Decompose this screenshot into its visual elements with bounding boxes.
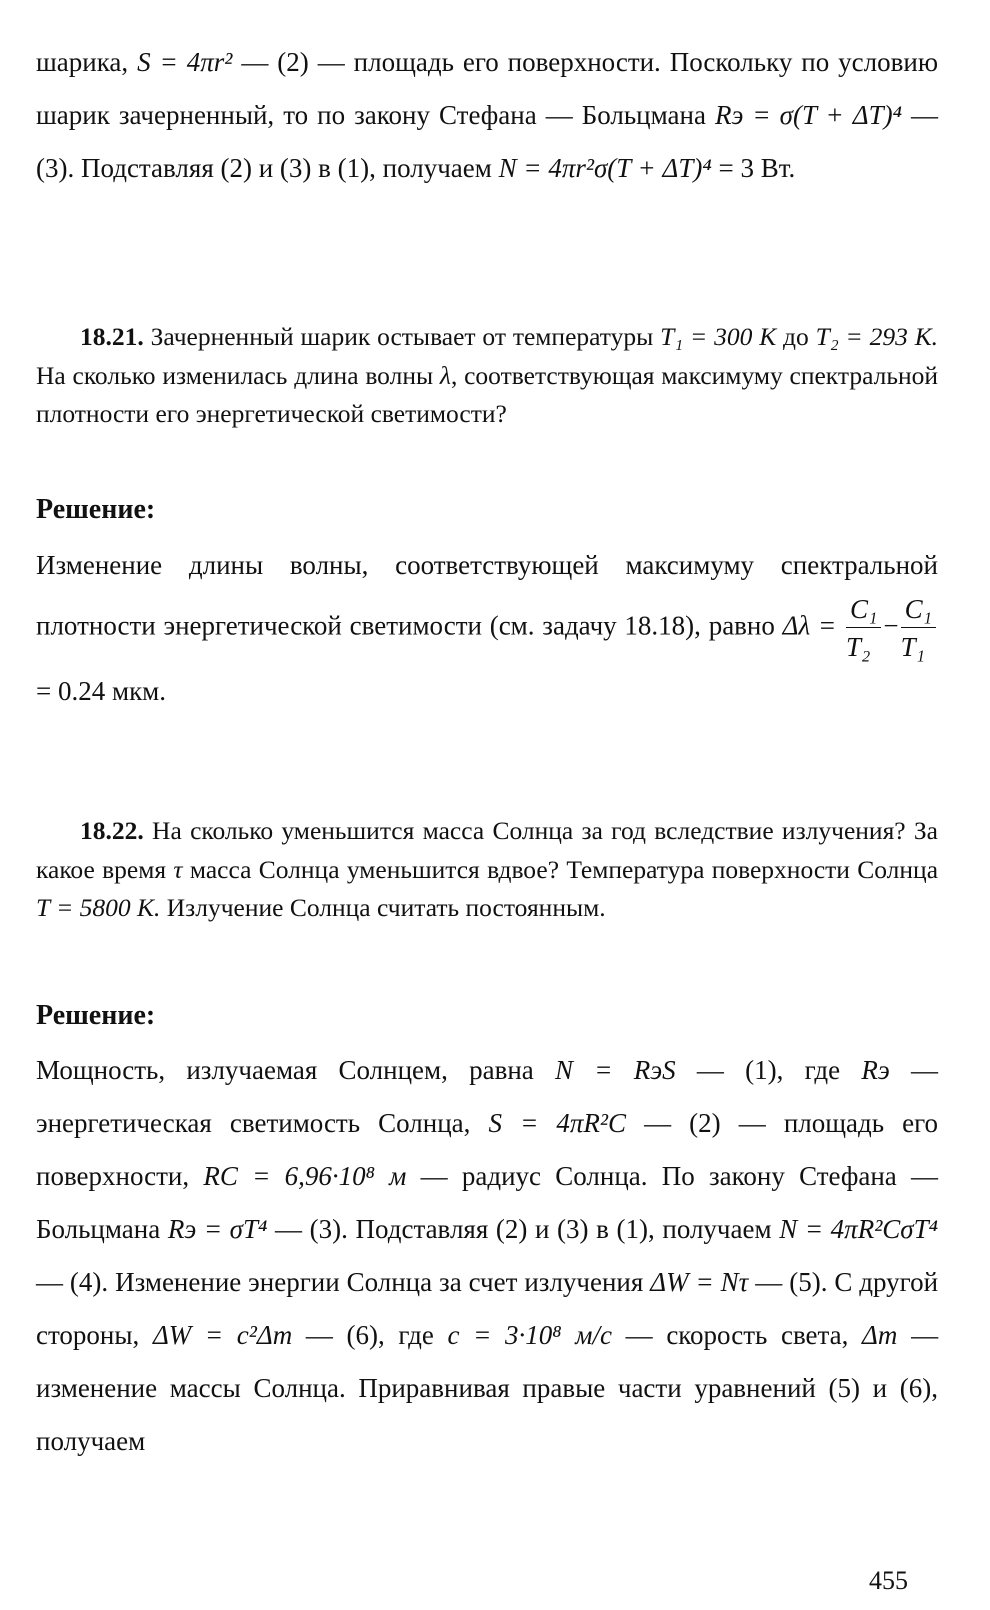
text: = 3 Вт.: [718, 153, 796, 183]
formula-tau: τ: [173, 854, 183, 884]
text: На сколько изменилась длина волны: [36, 360, 434, 390]
text: , соответствующая максимуму спектральной плотности его энергетической светимости?: [36, 360, 939, 428]
text: — радиус Солнца. По закону Стефана — Больцмана: [36, 1161, 938, 1244]
problem-number: 18.22.: [80, 816, 144, 845]
formula-power: N = RэS: [555, 1055, 676, 1085]
paragraph-continuation: [36, 36, 938, 195]
formula-stefan-boltzmann: Rэ = σ(T + ΔT)⁴: [714, 100, 902, 130]
text: — (2) — площадь его поверхности. Поскольку по условию шарик зачерненный, то по закону Стефана — Больцмана: [36, 47, 938, 130]
text: — скорость света,: [625, 1320, 849, 1350]
text: — (2) — площадь его поверхности,: [36, 1108, 939, 1191]
text: — энергетическая светимость Солнца,: [36, 1055, 939, 1138]
formula-stefan-boltzmann: Rэ = σT⁴: [167, 1214, 268, 1244]
text: шарика,: [36, 47, 129, 77]
text: — (5). С другой стороны,: [36, 1267, 939, 1350]
text: — (4). Изменение энергии Солнца за счет излучения: [36, 1267, 644, 1297]
text: — (1), где: [696, 1055, 841, 1085]
text: — (3). Подставляя (2) и (3) в (1), получаем: [275, 1214, 772, 1244]
formula-re: Rэ: [861, 1055, 890, 1085]
text: Зачерненный шарик остывает от температуры: [150, 322, 654, 351]
formula-energy-change: ΔW = Nτ: [650, 1267, 749, 1297]
solution-heading: Решение:: [36, 494, 156, 525]
formula-temperature: T = 5800 К.: [36, 893, 161, 922]
result-value: = 0.24 мкм.: [36, 676, 167, 706]
formula-sun-power: N = 4πR²CσT⁴: [779, 1214, 939, 1244]
formula-power: N = 4πr²σ(T + ΔT)⁴: [498, 153, 712, 183]
text: — (6), где: [305, 1320, 434, 1350]
fraction-c1-t2: $\frac{\text{C₁}}{\text{T₂}}$: [846, 591, 881, 666]
formula-speed-of-light: c = 3·10⁸ м/с: [447, 1320, 613, 1350]
page-number: 455: [869, 1566, 908, 1595]
formula-delta-m: Δm: [862, 1320, 898, 1350]
problem-number: 18.21.: [80, 322, 144, 351]
text: до: [783, 322, 809, 351]
text: Мощность, излучаемая Солнцем, равна: [36, 1055, 534, 1085]
solution-18-22: [36, 1044, 938, 1468]
problem-18-21: [36, 318, 938, 434]
formula-t2: T₂ = 293 К.: [815, 322, 939, 351]
fraction-c1-t1: $\frac{\text{C₁}}{\text{T₁}}$: [901, 591, 936, 666]
solution-heading: Решение:: [36, 1000, 156, 1031]
formula-delta-lambda: Δλ =: [782, 610, 837, 641]
minus-sign: −: [883, 610, 899, 641]
formula-sphere-area: S = 4πr²: [137, 47, 233, 77]
solution-18-21: [36, 540, 938, 717]
formula-lambda: λ: [439, 360, 451, 390]
text: На сколько уменьшится масса Солнца за год вследствие излучения? За какое время: [36, 816, 938, 884]
problem-18-22: [36, 812, 938, 928]
text: — (3). Подставляя (2) и (3) в (1), получаем: [36, 100, 939, 183]
formula-sun-area: S = 4πR²C: [488, 1108, 626, 1138]
formula-sun-radius: RC = 6,96·10⁸ м: [203, 1161, 407, 1191]
text: Изменение длины волны, соответствующей максимуму спектральной плотности энергетической светимости (см. задачу 18.18), равно: [36, 550, 938, 641]
formula-mass-energy: ΔW = c²Δm: [152, 1320, 293, 1350]
text: масса Солнца уменьшится вдвое? Температура поверхности Солнца: [189, 854, 939, 884]
formula-t1: T₁ = 300 К: [660, 322, 777, 351]
text: — изменение массы Солнца. Приравнивая правые части уравнений (5) и (6), получаем: [36, 1320, 939, 1456]
text: Излучение Солнца считать постоянным.: [166, 893, 606, 922]
